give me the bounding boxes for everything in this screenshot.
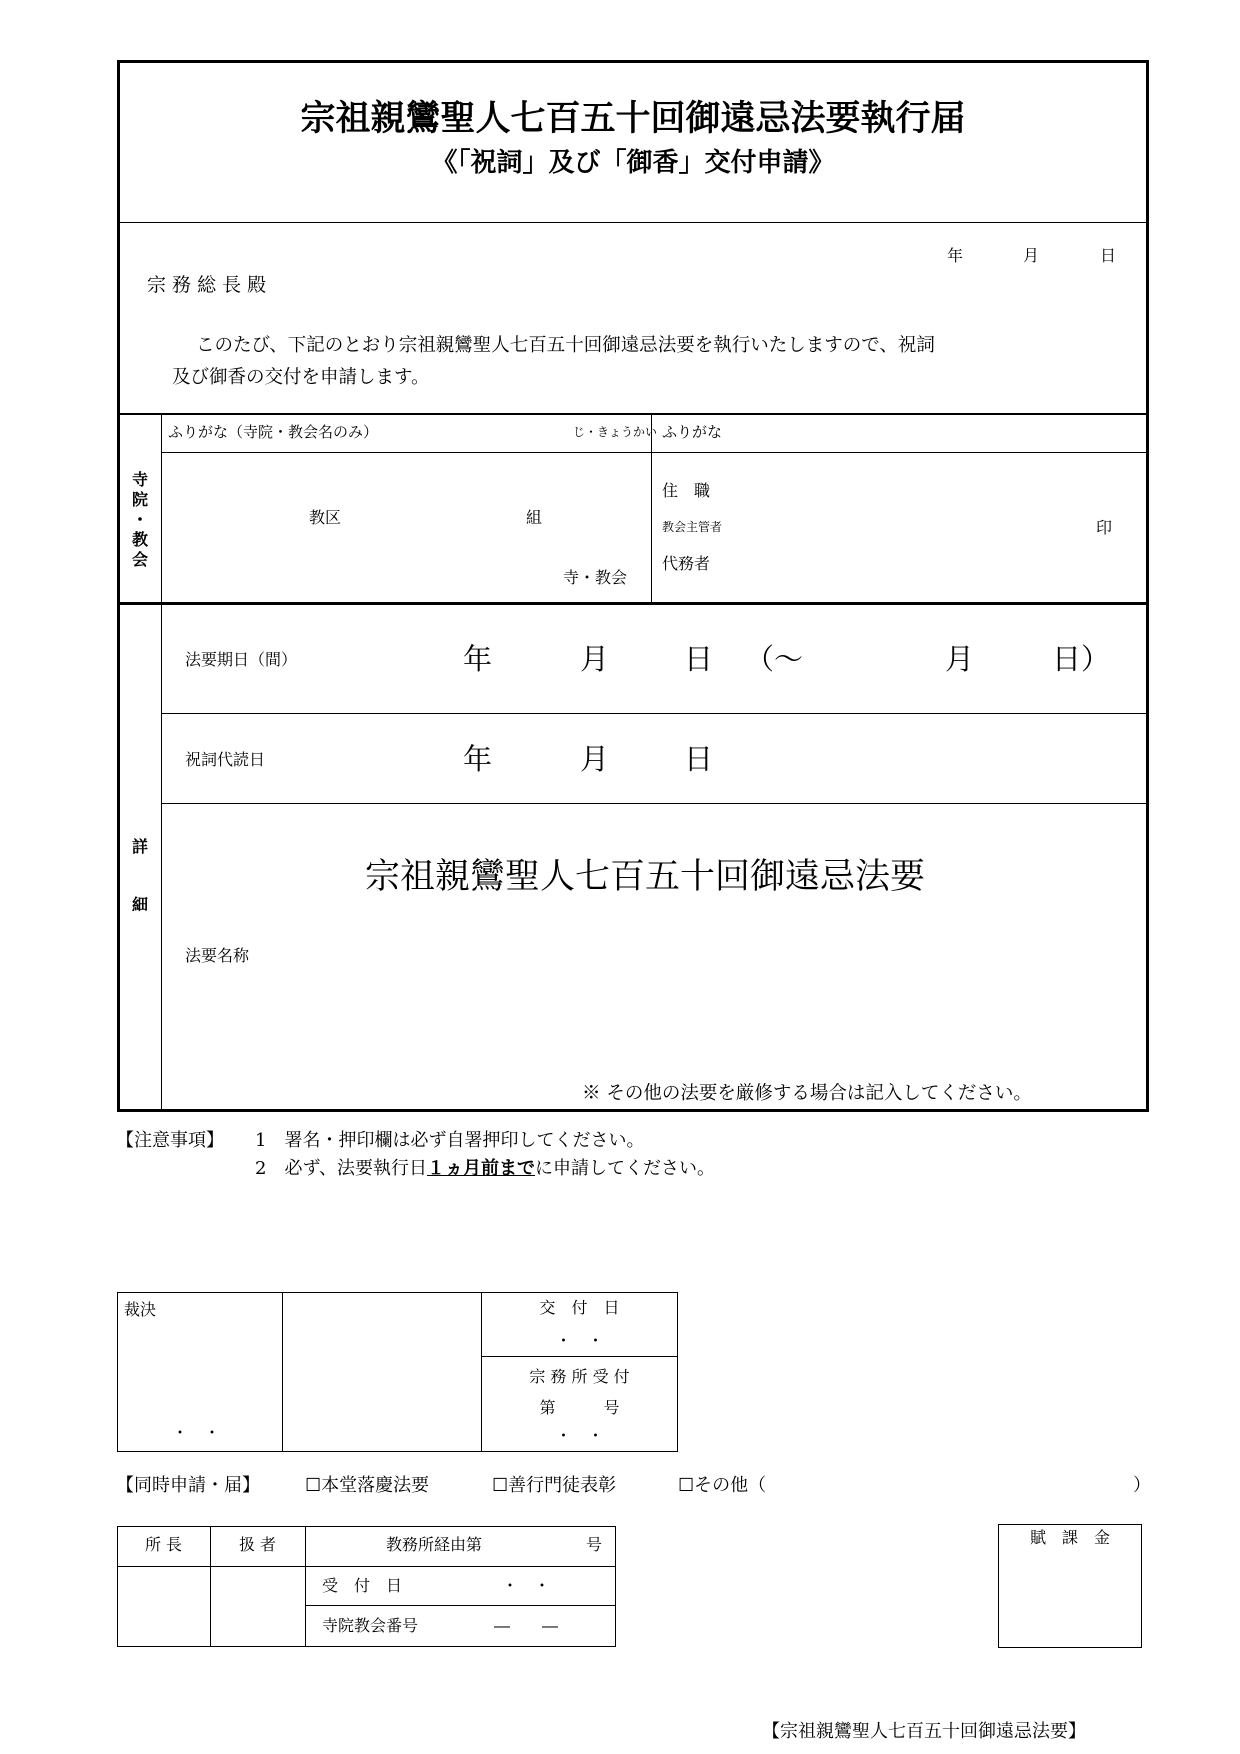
date-month: 月 <box>1023 246 1040 265</box>
koufubi-dots: ・ ・ <box>555 1331 604 1350</box>
temple-number-label: 寺院教会番号 <box>322 1616 419 1635</box>
form-frame <box>117 60 1149 1112</box>
recitation-month: 月 <box>580 742 610 776</box>
shocho-label: 所 長 <box>144 1535 183 1554</box>
daimusha-label: 代務者 <box>662 554 711 573</box>
office-uketsuke-dots: ・ ・ <box>502 1576 551 1595</box>
recitation-label: 祝詞代読日 <box>185 750 266 769</box>
date-year: 年 <box>947 246 964 265</box>
details-side-label: 詳 細 <box>131 837 148 914</box>
letter-body-line2: 及び御香の交付を申請します。 <box>172 367 430 388</box>
period-day: 日 <box>684 642 714 676</box>
period-divider <box>162 713 1148 714</box>
recitation-day: 日 <box>684 742 714 776</box>
tera-label: 寺・教会 <box>563 568 628 587</box>
deadline-emphasis: １ヵ月前まで <box>427 1158 536 1179</box>
recitation-year: 年 <box>463 742 493 776</box>
form-subtitle: 《「祝詞」及び「御香」交付申請》 <box>431 148 835 178</box>
shukansha-label: 教会主管者 <box>662 520 723 534</box>
temple-mid-line <box>651 414 652 603</box>
option-other[interactable]: ☐その他（ <box>678 1475 767 1496</box>
footer-label: 【宗祖親鸞聖人七百五十回御遠忌法要】 <box>762 1721 1086 1742</box>
caution-heading: 【注意事項】 <box>116 1130 224 1151</box>
period-label: 法要期日（間） <box>185 650 298 669</box>
event-name-value: 宗祖親鸞聖人七百五十回御遠忌法要 <box>365 857 926 897</box>
saiketsu-date-dots: ・ ・ <box>172 1423 221 1442</box>
option-other-close: ） <box>1133 1475 1151 1496</box>
recitation-divider <box>162 803 1148 804</box>
simultaneous-label: 【同時申請・届】 <box>116 1475 260 1496</box>
date-day: 日 <box>1100 246 1117 265</box>
letter-body-line1: このたび、下記のとおり宗祖親鸞聖人七百五十回御遠忌法要を執行いたしますので、祝詞 <box>196 335 935 356</box>
title-divider <box>118 222 1148 223</box>
kumi-label: 組 <box>526 508 543 527</box>
temple-side-label: 寺 院 ・ 教 会 <box>131 470 148 569</box>
furigana-label: ふりがな（寺院・教会名のみ） <box>168 423 379 441</box>
temple-divider <box>118 602 1148 605</box>
period-end-month: 月 <box>945 642 975 676</box>
option-hondo-rakkei[interactable]: ☐本堂落慶法要 <box>305 1475 430 1496</box>
event-name-label: 法要名称 <box>185 946 250 965</box>
caution-item-2: 2 必ず、法要執行日１ヵ月前までに申請してください。 <box>255 1158 716 1179</box>
furigana-hint: じ・きょうかい <box>573 425 658 439</box>
side-column-line <box>161 414 162 1110</box>
seal-mark: 印 <box>1096 518 1113 537</box>
temple-number-dashes: ― ― <box>494 1616 559 1635</box>
period-range-open: （〜 <box>745 642 804 676</box>
uketsuke-label: 宗 務 所 受 付 <box>529 1367 630 1386</box>
period-end-day: 日） <box>1052 642 1111 676</box>
saiketsu-label: 裁決 <box>124 1300 157 1319</box>
fukakin-label: 賦 課 金 <box>1029 1528 1110 1547</box>
jushoku-label: 住 職 <box>662 481 711 500</box>
caution-item-1: 1 署名・押印欄は必ず自署押印してください。 <box>255 1130 645 1151</box>
gou-label: 号 <box>586 1535 603 1554</box>
koufubi-label: 交 付 日 <box>539 1298 620 1317</box>
period-year: 年 <box>463 642 493 676</box>
period-month: 月 <box>580 642 610 676</box>
letter-divider <box>118 413 1148 415</box>
form-title: 宗祖親鸞聖人七百五十回御遠忌法要執行届 <box>300 99 966 139</box>
office-uketsuke-label: 受 付 日 <box>322 1576 403 1595</box>
kyoku-label: 教区 <box>309 508 342 527</box>
other-event-note: ※ その他の法要を厳修する場合は記入してください。 <box>582 1083 1032 1104</box>
keiyu-label: 教務所経由第 <box>386 1535 483 1554</box>
addressee: 宗 務 総 長 殿 <box>147 274 267 296</box>
furigana-right-label: ふりがな <box>662 423 723 441</box>
option-zenko-monto[interactable]: ☐善行門徒表彰 <box>492 1475 617 1496</box>
uketsuke-dots: ・ ・ <box>555 1426 604 1445</box>
furigana-row-line <box>162 452 1148 453</box>
dai-gou-label: 第 号 <box>539 1398 620 1417</box>
atsukai-label: 扱 者 <box>238 1535 277 1554</box>
